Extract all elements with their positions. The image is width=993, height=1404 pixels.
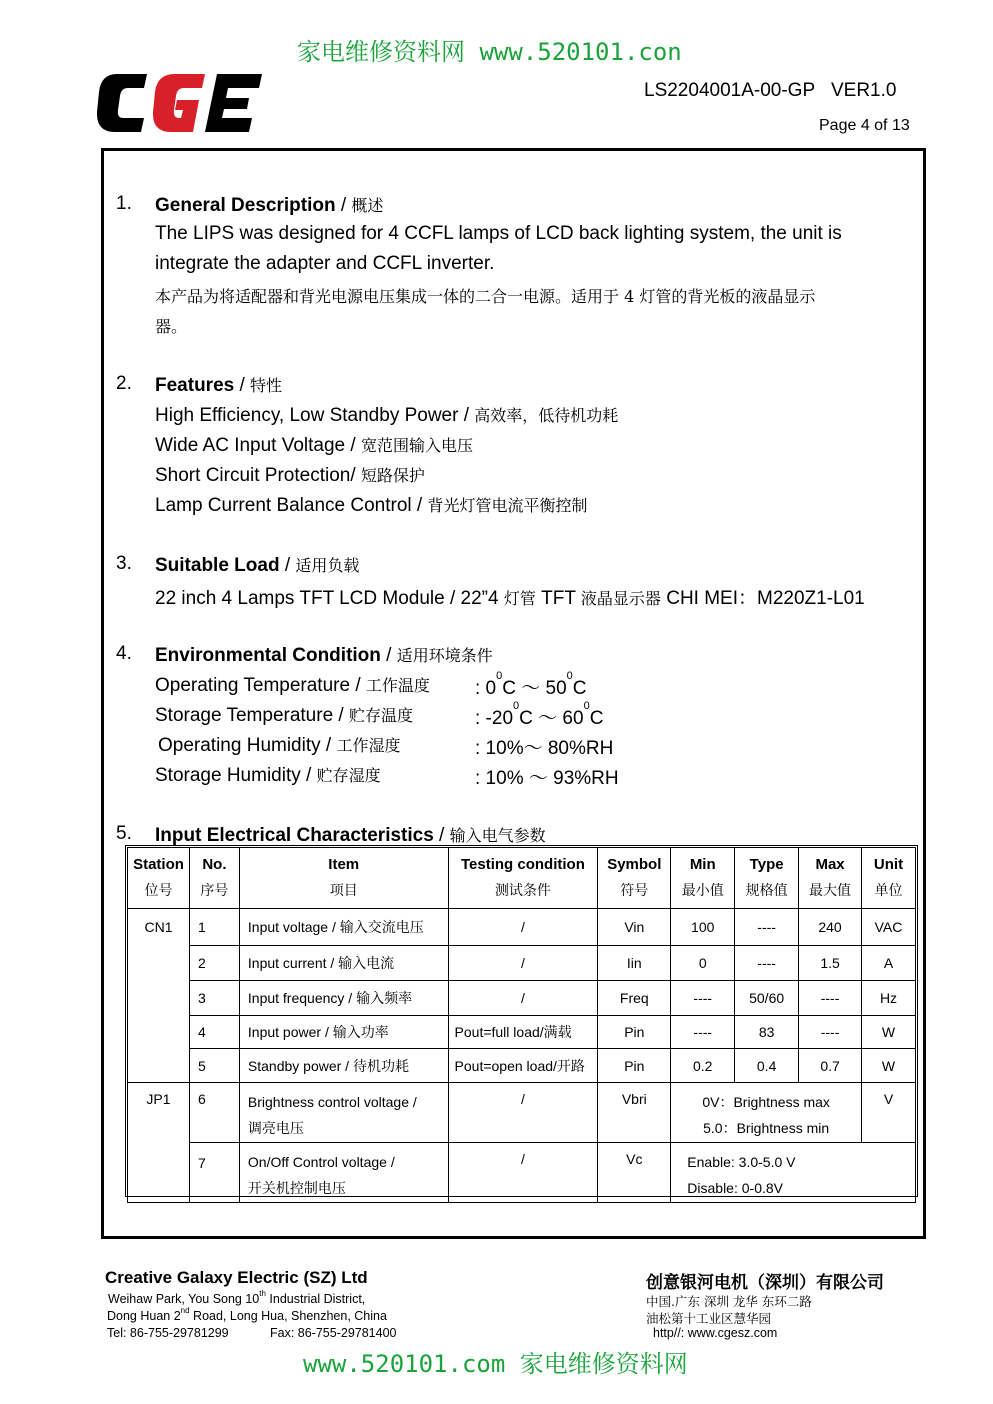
symbol-cell: Vbri bbox=[598, 1083, 671, 1143]
env-value: : 10% ～ 93%RH bbox=[475, 768, 619, 789]
type-cell: ---- bbox=[735, 909, 799, 946]
condition-cell: / bbox=[448, 946, 598, 981]
footer-website[interactable]: http//: www.cgesz.com bbox=[653, 1326, 778, 1340]
env-label: Storage Humidity / 贮存湿度 bbox=[155, 765, 381, 786]
env-value: : 10%～ 80%RH bbox=[475, 738, 614, 759]
item-cell: Standby power / 待机功耗 bbox=[239, 1049, 448, 1083]
section-1-number: 1. bbox=[116, 193, 132, 214]
section-3-number: 3. bbox=[116, 553, 132, 574]
no-cell: 1 bbox=[189, 909, 239, 946]
table-row bbox=[128, 946, 916, 981]
feature-item: Wide AC Input Voltage / 宽范围输入电压 bbox=[155, 435, 473, 456]
no-cell: 7 bbox=[189, 1143, 239, 1203]
suitable-load-line: 22 inch 4 Lamps TFT LCD Module / 22”4 灯管 TFT 液晶显示器 CHI MEI：M220Z1-L01 bbox=[155, 588, 865, 609]
no-cell: 3 bbox=[189, 981, 239, 1016]
footer-company-cn: 创意银河电机（深圳）有限公司 bbox=[646, 1273, 884, 1292]
table-row bbox=[128, 981, 916, 1016]
max-cell: 1.5 bbox=[799, 946, 862, 981]
table-row bbox=[128, 1016, 916, 1049]
footer-cn-address-1: 中国.广东 深圳 龙华 东环二路 bbox=[646, 1294, 812, 1309]
symbol-cell: Iin bbox=[598, 946, 671, 981]
unit-cell: A bbox=[862, 946, 916, 981]
watermark-bottom: www.520101.com 家电维修资料网 bbox=[303, 1350, 688, 1378]
min-cell: 100 bbox=[671, 909, 735, 946]
min-cell: ---- bbox=[671, 1016, 735, 1049]
station-cell: JP1 bbox=[128, 1083, 190, 1203]
env-value: : $-20^0C$ ～ $60^0C$ bbox=[475, 700, 604, 729]
header-cell: Max 最大值 bbox=[799, 848, 862, 909]
table-row bbox=[128, 1083, 916, 1143]
max-cell: 240 bbox=[799, 909, 862, 946]
min-cell: 0 bbox=[671, 946, 735, 981]
no-cell: 5 bbox=[189, 1049, 239, 1083]
no-cell: 6 bbox=[189, 1083, 239, 1143]
section-2-heading: Features / 特性 bbox=[155, 375, 283, 396]
header-cell: No. 序号 bbox=[189, 848, 239, 909]
station-cell: CN1 bbox=[128, 909, 190, 1083]
unit-cell: W bbox=[862, 1016, 916, 1049]
symbol-cell: Freq bbox=[598, 981, 671, 1016]
section-1-text-2: integrate the adapter and CCFL inverter. bbox=[155, 253, 495, 274]
section-4-number: 4. bbox=[116, 643, 132, 664]
max-cell: 0.7 bbox=[799, 1049, 862, 1083]
section-3-heading: Suitable Load / 适用负载 bbox=[155, 555, 360, 576]
type-cell: 83 bbox=[735, 1016, 799, 1049]
item-cell: Input current / 输入电流 bbox=[239, 946, 448, 981]
env-label: Operating Humidity / 工作湿度 bbox=[158, 735, 401, 756]
condition-cell: / bbox=[448, 1143, 598, 1203]
symbol-cell: Vin bbox=[598, 909, 671, 946]
condition-cell: / bbox=[448, 981, 598, 1016]
footer-fax: Fax: 86-755-29781400 bbox=[270, 1326, 397, 1340]
table-header-row bbox=[128, 848, 916, 909]
header-cell: Symbol 符号 bbox=[598, 848, 671, 909]
footer-address-1: Weihaw Park, You Song 10th Industrial District, bbox=[108, 1289, 366, 1306]
input-electrical-table bbox=[127, 847, 916, 1203]
section-5-number: 5. bbox=[116, 823, 132, 844]
header-cell: Item 项目 bbox=[239, 848, 448, 909]
item-cell: Brightness control voltage / 调亮电压 bbox=[239, 1083, 448, 1143]
type-cell: 50/60 bbox=[735, 981, 799, 1016]
no-cell: 2 bbox=[189, 946, 239, 981]
condition-cell: Pout=open load/开路 bbox=[448, 1049, 598, 1083]
section-5-heading: Input Electrical Characteristics / 输入电气参数 bbox=[155, 825, 546, 846]
min-cell: ---- bbox=[671, 981, 735, 1016]
table-row bbox=[128, 1049, 916, 1083]
symbol-cell: Pin bbox=[598, 1049, 671, 1083]
footer-cn-address-2: 油松第十工业区慧华园 bbox=[646, 1311, 772, 1326]
env-label: Storage Temperature / 贮存温度 bbox=[155, 705, 413, 726]
condition-cell: / bbox=[448, 909, 598, 946]
symbol-cell: Pin bbox=[598, 1016, 671, 1049]
max-cell: ---- bbox=[799, 981, 862, 1016]
no-cell: 4 bbox=[189, 1016, 239, 1049]
header-cell: Testing condition 测试条件 bbox=[448, 848, 598, 909]
min-cell: 0.2 bbox=[671, 1049, 735, 1083]
symbol-cell: Vc bbox=[598, 1143, 671, 1203]
feature-item: Short Circuit Protection/ 短路保护 bbox=[155, 465, 425, 486]
header-cell: Type 规格值 bbox=[735, 848, 799, 909]
max-cell: ---- bbox=[799, 1016, 862, 1049]
feature-item: Lamp Current Balance Control / 背光灯管电流平衡控制 bbox=[155, 495, 588, 516]
unit-cell: VAC bbox=[862, 909, 916, 946]
spec-cell: Enable: 3.0-5.0 V Disable: 0-0.8V bbox=[671, 1143, 916, 1203]
section-1-text-1: The LIPS was designed for 4 CCFL lamps of LCD back lighting system, the unit is bbox=[155, 223, 842, 244]
table-row bbox=[128, 909, 916, 946]
item-cell: On/Off Control voltage / 开关机控制电压 bbox=[239, 1143, 448, 1203]
condition-cell: Pout=full load/满载 bbox=[448, 1016, 598, 1049]
section-1-heading: General Description / 概述 bbox=[155, 195, 384, 216]
cge-logo bbox=[97, 70, 262, 136]
item-cell: Input frequency / 输入频率 bbox=[239, 981, 448, 1016]
env-value: : $0^0C$ ～ $50^0C$ bbox=[475, 670, 587, 699]
table-row bbox=[128, 1143, 916, 1203]
condition-cell: / bbox=[448, 1083, 598, 1143]
unit-cell: Hz bbox=[862, 981, 916, 1016]
feature-item: High Efficiency, Low Standby Power / 高效率，低待机功耗 bbox=[155, 405, 619, 426]
section-4-heading: Environmental Condition / 适用环境条件 bbox=[155, 645, 493, 666]
type-cell: ---- bbox=[735, 946, 799, 981]
spec-cell: 0V：Brightness max 5.0：Brightness min bbox=[671, 1083, 862, 1143]
section-1-cn-1: 本产品为将适配器和背光电源电压集成一体的二合一电源。适用于 4 灯管的背光板的液晶显示 bbox=[155, 287, 816, 306]
item-cell: Input power / 输入功率 bbox=[239, 1016, 448, 1049]
doc-number: LS2204001A-00-GP VER1.0 bbox=[644, 80, 897, 101]
footer-tel: Tel: 86-755-29781299 bbox=[107, 1326, 229, 1340]
header-cell: Station 位号 bbox=[128, 848, 190, 909]
footer-address-2: Dong Huan 2nd Road, Long Hua, Shenzhen, China bbox=[107, 1306, 387, 1323]
watermark-top: 家电维修资料网 www.520101.con bbox=[297, 38, 682, 66]
type-cell: 0.4 bbox=[735, 1049, 799, 1083]
item-cell: Input voltage / 输入交流电压 bbox=[239, 909, 448, 946]
unit-cell: W bbox=[862, 1049, 916, 1083]
header-cell: Min 最小值 bbox=[671, 848, 735, 909]
unit-cell: V bbox=[862, 1083, 916, 1143]
section-1-cn-2: 器。 bbox=[155, 317, 188, 336]
page-number: Page 4 of 13 bbox=[819, 117, 910, 134]
section-2-number: 2. bbox=[116, 373, 132, 394]
env-label: Operating Temperature / 工作温度 bbox=[155, 675, 430, 696]
header-cell: Unit 单位 bbox=[862, 848, 916, 909]
footer-company-en: Creative Galaxy Electric (SZ) Ltd bbox=[105, 1268, 368, 1287]
